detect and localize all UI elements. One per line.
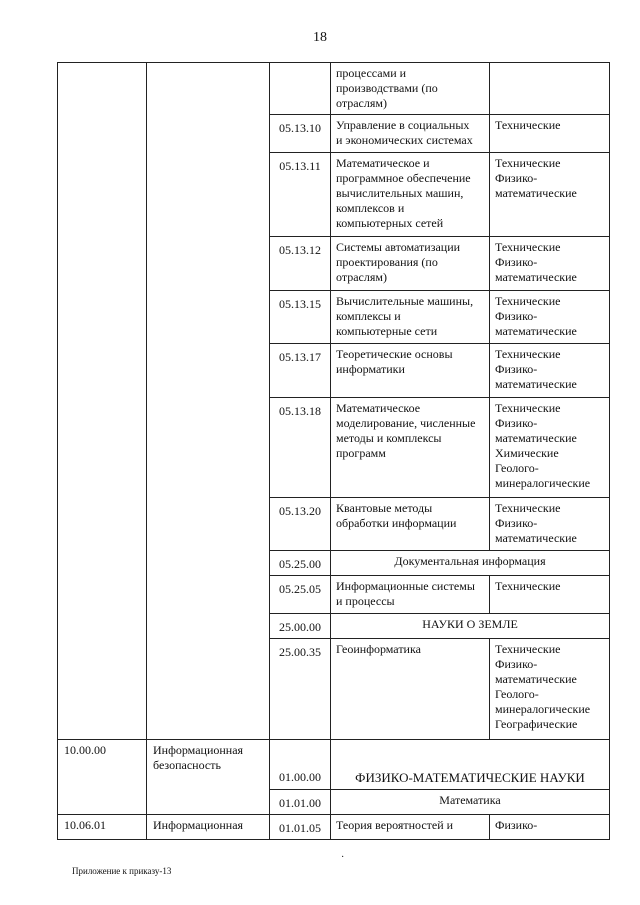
outer-code-cell (58, 63, 147, 740)
code-cell: 25.00.35 (270, 639, 331, 740)
category-cell: Технические Физико- математические Геолого- минералогические Географические (490, 639, 610, 740)
page-number: 18 (313, 30, 327, 45)
outer-name-cell (147, 63, 270, 740)
section-heading: НАУКИ О ЗЕМЛЕ (331, 614, 610, 639)
name-cell: Вычислительные машины, комплексы и компьютерные сети (331, 291, 490, 344)
specialties-table (57, 62, 610, 840)
category-cell: Физико- (490, 815, 610, 840)
section-heading: Документальная информация (331, 551, 610, 576)
outer-name-cell: Информационная (147, 815, 270, 840)
code-cell: 05.13.20 (270, 498, 331, 551)
code-cell: 01.00.00 (270, 740, 331, 790)
name-cell: Математическое и программное обеспечение вычислительных машин, комплексов и компьютерных сетей (331, 153, 490, 237)
outer-name-cell: Информационная безопасность (147, 740, 270, 815)
table-row (58, 815, 610, 840)
table-row (58, 740, 610, 790)
code-cell: 05.13.15 (270, 291, 331, 344)
stray-mark: · (341, 852, 345, 863)
code-cell: 05.25.05 (270, 576, 331, 614)
name-cell: Геоинформатика (331, 639, 490, 740)
category-cell: Технические Физико- математические (490, 237, 610, 291)
table-row (58, 63, 610, 115)
outer-code-cell: 10.06.01 (58, 815, 147, 840)
section-heading: Математика (331, 790, 610, 815)
category-cell: Технические Физико- математические Химические Геолого- минералогические (490, 398, 610, 498)
category-cell: Технические Физико- математические (490, 344, 610, 398)
code-cell: 05.13.18 (270, 398, 331, 498)
name-cell: процессами и производствами (по отраслям) (331, 63, 490, 115)
footer-note: Приложение к приказу-13 (72, 866, 172, 876)
category-cell: Технические Физико- математические (490, 153, 610, 237)
name-cell: Управление в социальных и экономических системах (331, 115, 490, 153)
name-cell: Теоретические основы информатики (331, 344, 490, 398)
category-cell: Технические (490, 115, 610, 153)
category-cell: Технические Физико- математические (490, 498, 610, 551)
code-cell: 05.13.11 (270, 153, 331, 237)
outer-code-cell: 10.00.00 (58, 740, 147, 815)
code-cell: 05.25.00 (270, 551, 331, 576)
section-heading: ФИЗИКО-МАТЕМАТИЧЕСКИЕ НАУКИ (331, 740, 610, 790)
name-cell: Математическое моделирование, численные методы и комплексы программ (331, 398, 490, 498)
code-cell: 05.13.10 (270, 115, 331, 153)
name-cell: Теория вероятностей и (331, 815, 490, 840)
code-cell (270, 63, 331, 115)
code-cell: 01.01.05 (270, 815, 331, 840)
name-cell: Квантовые методы обработки информации (331, 498, 490, 551)
code-cell: 25.00.00 (270, 614, 331, 639)
category-cell (490, 63, 610, 115)
code-cell: 05.13.12 (270, 237, 331, 291)
code-cell: 01.01.00 (270, 790, 331, 815)
name-cell: Системы автоматизации проектирования (по отраслям) (331, 237, 490, 291)
code-cell: 05.13.17 (270, 344, 331, 398)
category-cell: Технические Физико- математические (490, 291, 610, 344)
name-cell: Информационные системы и процессы (331, 576, 490, 614)
category-cell: Технические (490, 576, 610, 614)
